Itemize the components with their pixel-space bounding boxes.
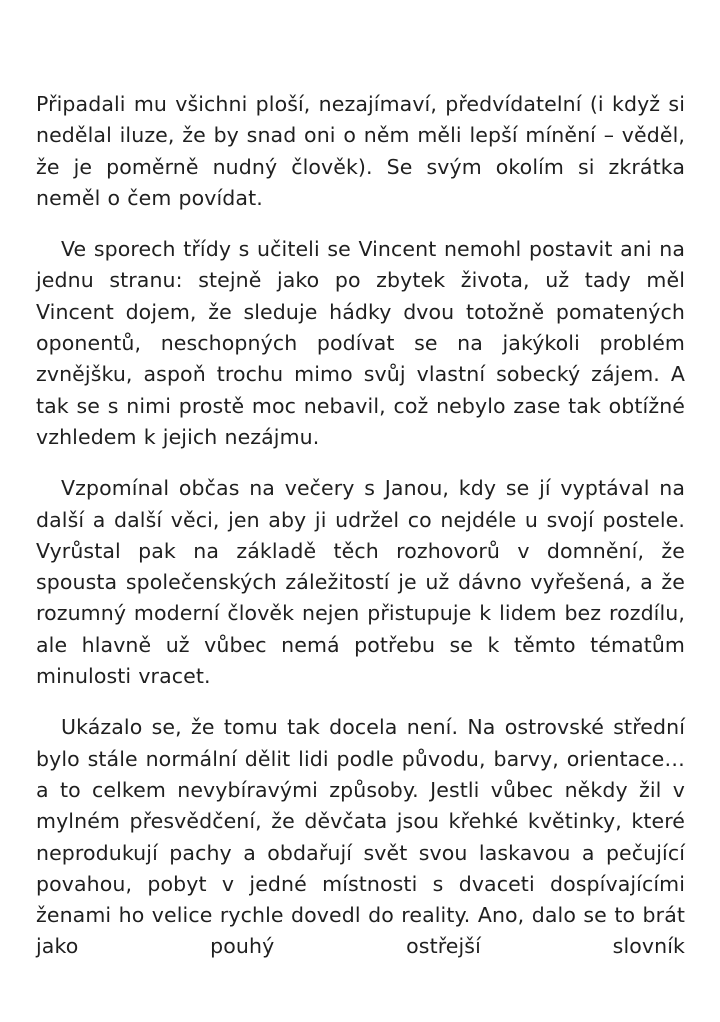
document-page <box>36 89 685 983</box>
paragraph-3: Vzpomínal občas na večery s Janou, kdy se jí vyptával na další a další věci, jen aby ji udržel co nejdéle u svojí postele. Vyrůstal pak na základě těch rozhovorů v domnění, že spousta společenských záležitostí je už dávno vyřešená, a že rozumný moderní člověk nejen přistupuje k lidem bez rozdílu, ale hlavně už vůbec nemá potřebu se k těmto tématům minulosti vracet. <box>36 476 685 689</box>
paragraph-2: Ve sporech třídy s učiteli se Vincent nemohl postavit ani na jednu stranu: stejně jako po zbytek života, už tady měl Vincent dojem, že sleduje hádky dvou totožně pomatených oponentů, neschopných podívat se na jakýkoli problém zvnějšku, aspoň trochu mimo svůj vlastní sobecký zájem. A tak se s nimi prostě moc nebavil, což nebylo zase tak obtížné vzhledem k jejich nezájmu. <box>36 237 685 449</box>
paragraph-4: Ukázalo se, že tomu tak docela není. Na ostrovské střední bylo stále normální dělit lidi podle původu, barvy, orientace… a to celkem nevybíravými způsoby. Jestli vůbec někdy žil v mylném přesvědčení, že děvčata jsou křehké květinky, které neprodukují pachy a obdařují svět svou laskavou a pečující povahou, pobyt v jedné místnosti s dvaceti dospívajícími ženami ho velice rychle dovedl do reality. Ano, dalo se to brát jako pouhý ostřejší slovník <box>36 715 685 959</box>
paragraph-1: Připadali mu všichni ploší, nezajímaví, předvídatelní (i když si nedělal iluze, že by snad oni o něm měli lepší mínění – věděl, že je poměrně nudný člověk). Se svým okolím si zkrátka neměl o čem povídat. <box>36 92 685 210</box>
